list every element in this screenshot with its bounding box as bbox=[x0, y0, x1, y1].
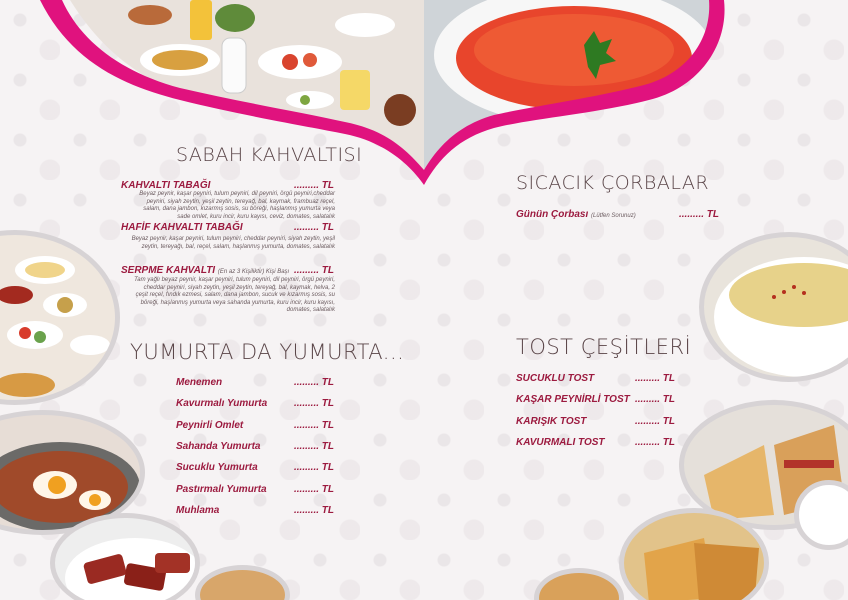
desc-line: Beyaz peynir, kaşar peyniri, tulum peyniri, cheddar peyniri, siyah zeytin, yeşil bbox=[131, 236, 335, 242]
right-page bbox=[424, 0, 848, 600]
toast-item-name: KARIŞIK TOST bbox=[516, 416, 587, 427]
toast-item-price: ......... TL bbox=[635, 416, 675, 427]
egg-item-price: ......... TL bbox=[294, 420, 334, 431]
egg-item-name: Sahanda Yumurta bbox=[176, 441, 261, 452]
egg-item-name: Sucuklu Yumurta bbox=[176, 462, 258, 473]
egg-item-price: ......... TL bbox=[294, 484, 334, 495]
desc-line: Beyaz peynir, kaşar peyniri, tulum peyniri, dil peyniri, örgü peyniri,cheddar bbox=[139, 191, 335, 197]
toast-plate-illustration bbox=[624, 513, 769, 600]
egg-item-price: ......... TL bbox=[294, 441, 334, 452]
desc-line: cheddar peyniri, siyah zeytin, yeşil zeytin, tereyağ, bal, kaymak, helva, 2 bbox=[143, 284, 335, 291]
soup-item-price: ......... TL bbox=[679, 209, 719, 220]
egg-item-price: ......... TL bbox=[294, 377, 334, 388]
breakfast-item-desc bbox=[110, 236, 335, 251]
egg-item-price: ......... TL bbox=[294, 398, 334, 409]
egg-item-price: ......... TL bbox=[294, 505, 334, 516]
breakfast-item-desc bbox=[110, 277, 335, 315]
tomato-soup-photo bbox=[424, 0, 848, 190]
lentil-soup-illustration bbox=[704, 237, 848, 382]
pastirma-illustration bbox=[55, 518, 200, 600]
egg-item-name: Pastırmalı Yumurta bbox=[176, 484, 267, 495]
egg-item-name: Menemen bbox=[176, 377, 223, 388]
egg-item-name: Peynirli Omlet bbox=[176, 420, 244, 431]
breakfast-item-price: ......... TL bbox=[294, 265, 334, 276]
item-note: (En az 3 Kişilikti̇r) Kişi Başı bbox=[217, 269, 290, 275]
breakfast-heading: SABAH KAHVALTISI bbox=[176, 144, 363, 166]
breakfast-item-name: HAFİF KAHVALTI TABAĞI bbox=[121, 222, 243, 233]
toast-item-price: ......... TL bbox=[635, 373, 675, 384]
breakfast-item-name bbox=[121, 265, 289, 276]
toast-item-price: ......... TL bbox=[635, 394, 675, 405]
toast-item-price: ......... TL bbox=[635, 437, 675, 448]
soup-item-note: (Lütfen Sorunuz) bbox=[591, 213, 636, 219]
desc-line: çeşit reçel, fındık ezmesi, salam, dana jambon, sucuk ve kızarmış sosis, su bbox=[135, 292, 335, 299]
egg-heading: YUMURTA DA YUMURTA... bbox=[130, 340, 405, 364]
soup-heading: SICACIK ÇORBALAR bbox=[516, 172, 710, 194]
breakfast-item-name: KAHVALTI TABAĞI bbox=[121, 180, 211, 191]
desc-line: Tam yağlı beyaz peynir, kaşar peyniri, tulum peyniri, dil peyniri, örgü peyniri, bbox=[134, 277, 335, 283]
desc-line: böreği, haşlanmış yumurta veya sahanda yumurta, kuru incir, kuru kayısı, bbox=[140, 299, 335, 306]
breakfast-item-desc bbox=[110, 191, 335, 221]
toast-heading: TOST ÇEŞİTLERİ bbox=[516, 335, 692, 359]
desc-line: salam, dana jambon, kızarmış sosis, su böreği, haşlanmış yumurta veya bbox=[143, 206, 335, 213]
desc-line: domates, salatalık bbox=[286, 307, 335, 314]
egg-item-name: Kavurmalı Yumurta bbox=[176, 398, 268, 409]
egg-item-price: ......... TL bbox=[294, 462, 334, 473]
desc-line: peyniri, siyah zeytin, yeşil zeytin, tereyağ, bal, kaymak, frambuaz reçel, bbox=[146, 198, 335, 205]
soup-item-name: Günün Çorbası bbox=[516, 209, 589, 220]
item-name-text: SERPME KAHVALTI bbox=[121, 265, 216, 276]
toast-item-name: KAŞAR PEYNİRLİ TOST bbox=[516, 394, 630, 405]
breakfast-item-price: ......... TL bbox=[294, 180, 334, 191]
toast-item-name: KAVURMALI TOST bbox=[516, 437, 605, 448]
soup-item bbox=[516, 209, 636, 220]
toast-item-name: SUCUKLU TOST bbox=[516, 373, 595, 384]
egg-item-name: Muhlama bbox=[176, 505, 220, 516]
desc-line: sade omlet, kuru incir, kuru kayısı, ceviz, domates, salatalık bbox=[177, 213, 335, 220]
desc-line: zeytin, tereyağı, bal, reçel, salam, haşlanmış yumurta, domates, salatalık bbox=[141, 243, 335, 250]
breakfast-item-price: ......... TL bbox=[294, 222, 334, 233]
